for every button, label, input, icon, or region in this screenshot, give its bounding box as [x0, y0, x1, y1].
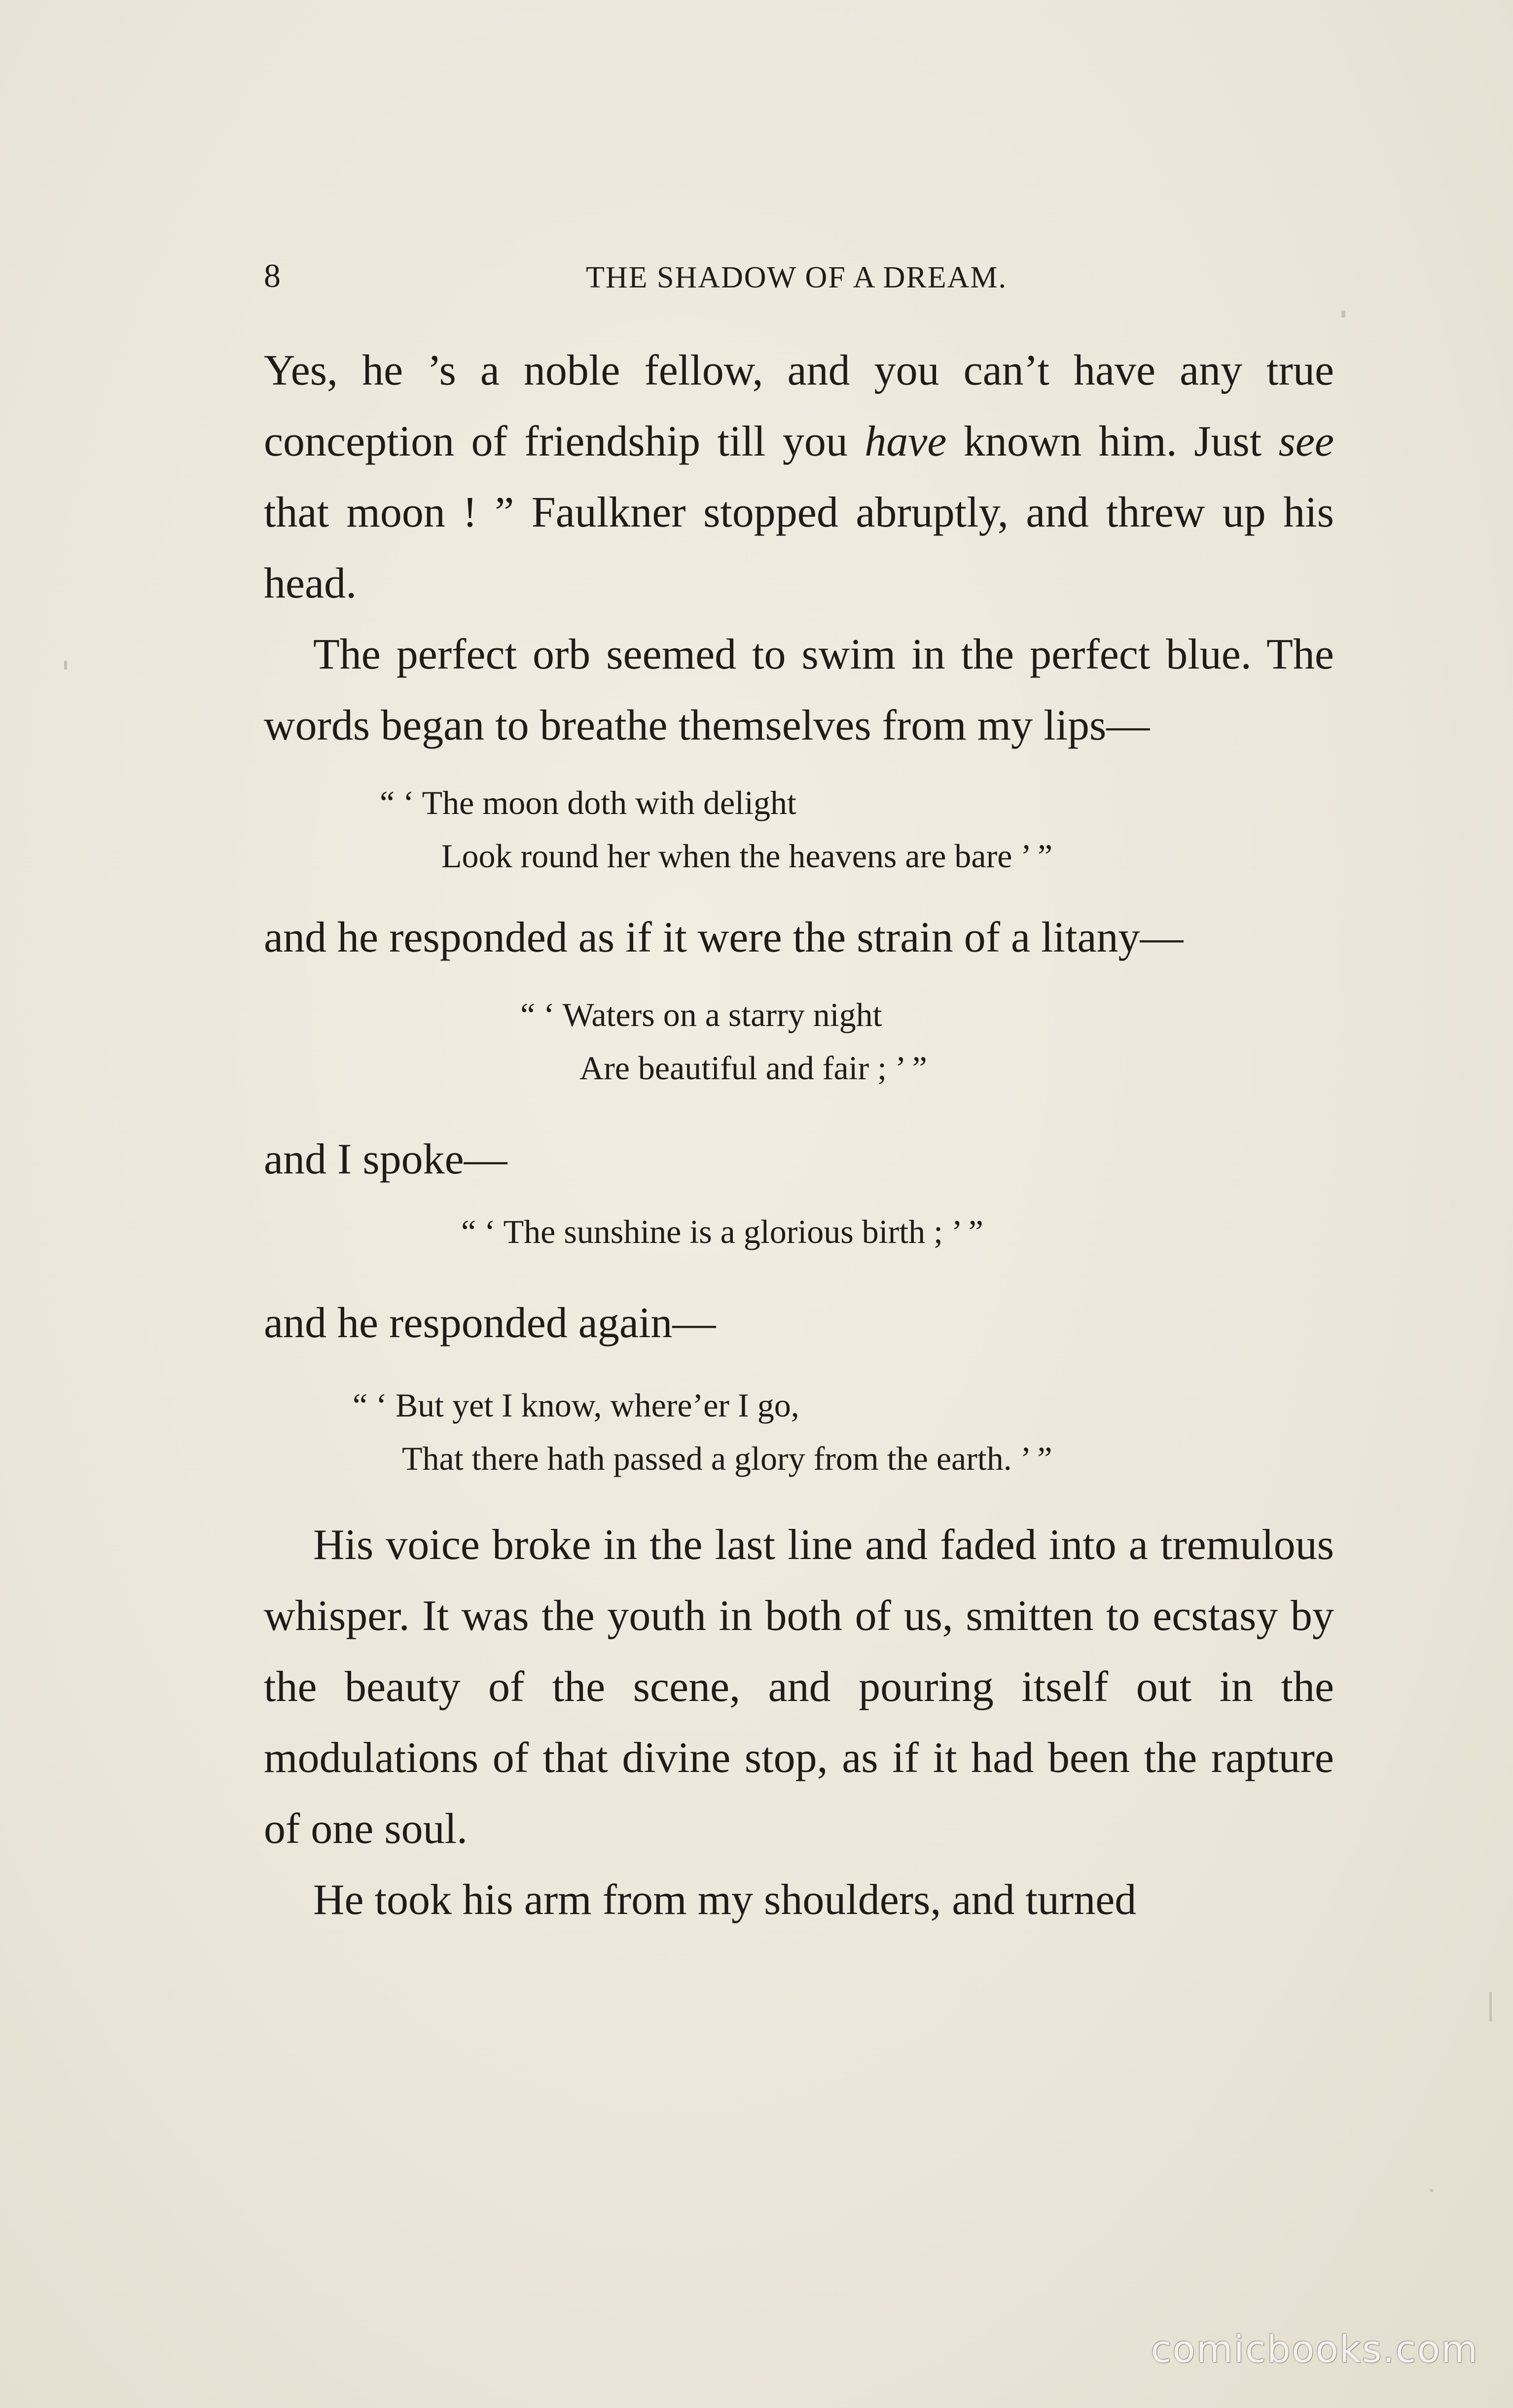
emphasis-have: have [865, 418, 947, 465]
emphasis-see: see [1278, 418, 1334, 465]
verse-quote-1 [264, 776, 1334, 883]
paragraph-5: and he responded again— [264, 1299, 716, 1347]
verse-line: “ ‘ Waters on a starry night [520, 996, 882, 1033]
verse-quote-4 [264, 1379, 1334, 1485]
paragraph-3: and he responded as if it were the strain of a litany— [264, 914, 1184, 961]
paper-speck [64, 661, 67, 670]
paragraph-1-part-2: known him. Just [946, 418, 1279, 465]
verse-line: “ ‘ The sunshine is a glorious birth ; ’ ” [461, 1213, 983, 1250]
page-header [264, 256, 1329, 296]
site-watermark: comicbooks.com [1151, 2327, 1478, 2371]
verse-quote-2 [264, 988, 1334, 1095]
paragraph-2: The perfect orb seemed to swim in the perfect blue. The words began to breathe themselves from my lips— [264, 631, 1334, 749]
verse-line: “ ‘ But yet I know, where’er I go, [353, 1386, 799, 1424]
paragraph-1-part-3: that moon ! ” Faulkner stopped abruptly, and threw up his head. [264, 489, 1334, 607]
verse-line: “ ‘ The moon doth with delight [380, 784, 796, 821]
verse-line: Look round her when the heavens are bare ’ ” [441, 837, 1053, 875]
body-text [264, 335, 1334, 1936]
paper-speck [1430, 2189, 1433, 2192]
verse-quote-3 [264, 1205, 1334, 1258]
verse-line: Are beautiful and fair ; ’ ” [579, 1049, 927, 1087]
paragraph-4: and I spoke— [264, 1135, 507, 1183]
paragraph-1-part-1: Yes, he ’s a noble fellow, and you can’t have any true conception of friendship till you [264, 347, 1334, 465]
paragraph-6: His voice broke in the last line and faded into a tremulous whisper. It was the youth in both of us, smitten to ecstasy by the beauty of the scene, and pouring itself out in the modulations of that divine stop, as if it had been the rapture of one soul. [264, 1521, 1334, 1853]
paper-speck [1341, 311, 1345, 318]
paragraph-7: He took his arm from my shoulders, and turned [313, 1876, 1137, 1924]
page-number: 8 [264, 257, 281, 294]
paragraph-1 [264, 335, 1334, 619]
verse-line: That there hath passed a glory from the earth. ’ ” [402, 1440, 1052, 1477]
paper-speck [1489, 1992, 1492, 2021]
running-head: THE SHADOW OF A DREAM. [585, 261, 1008, 294]
